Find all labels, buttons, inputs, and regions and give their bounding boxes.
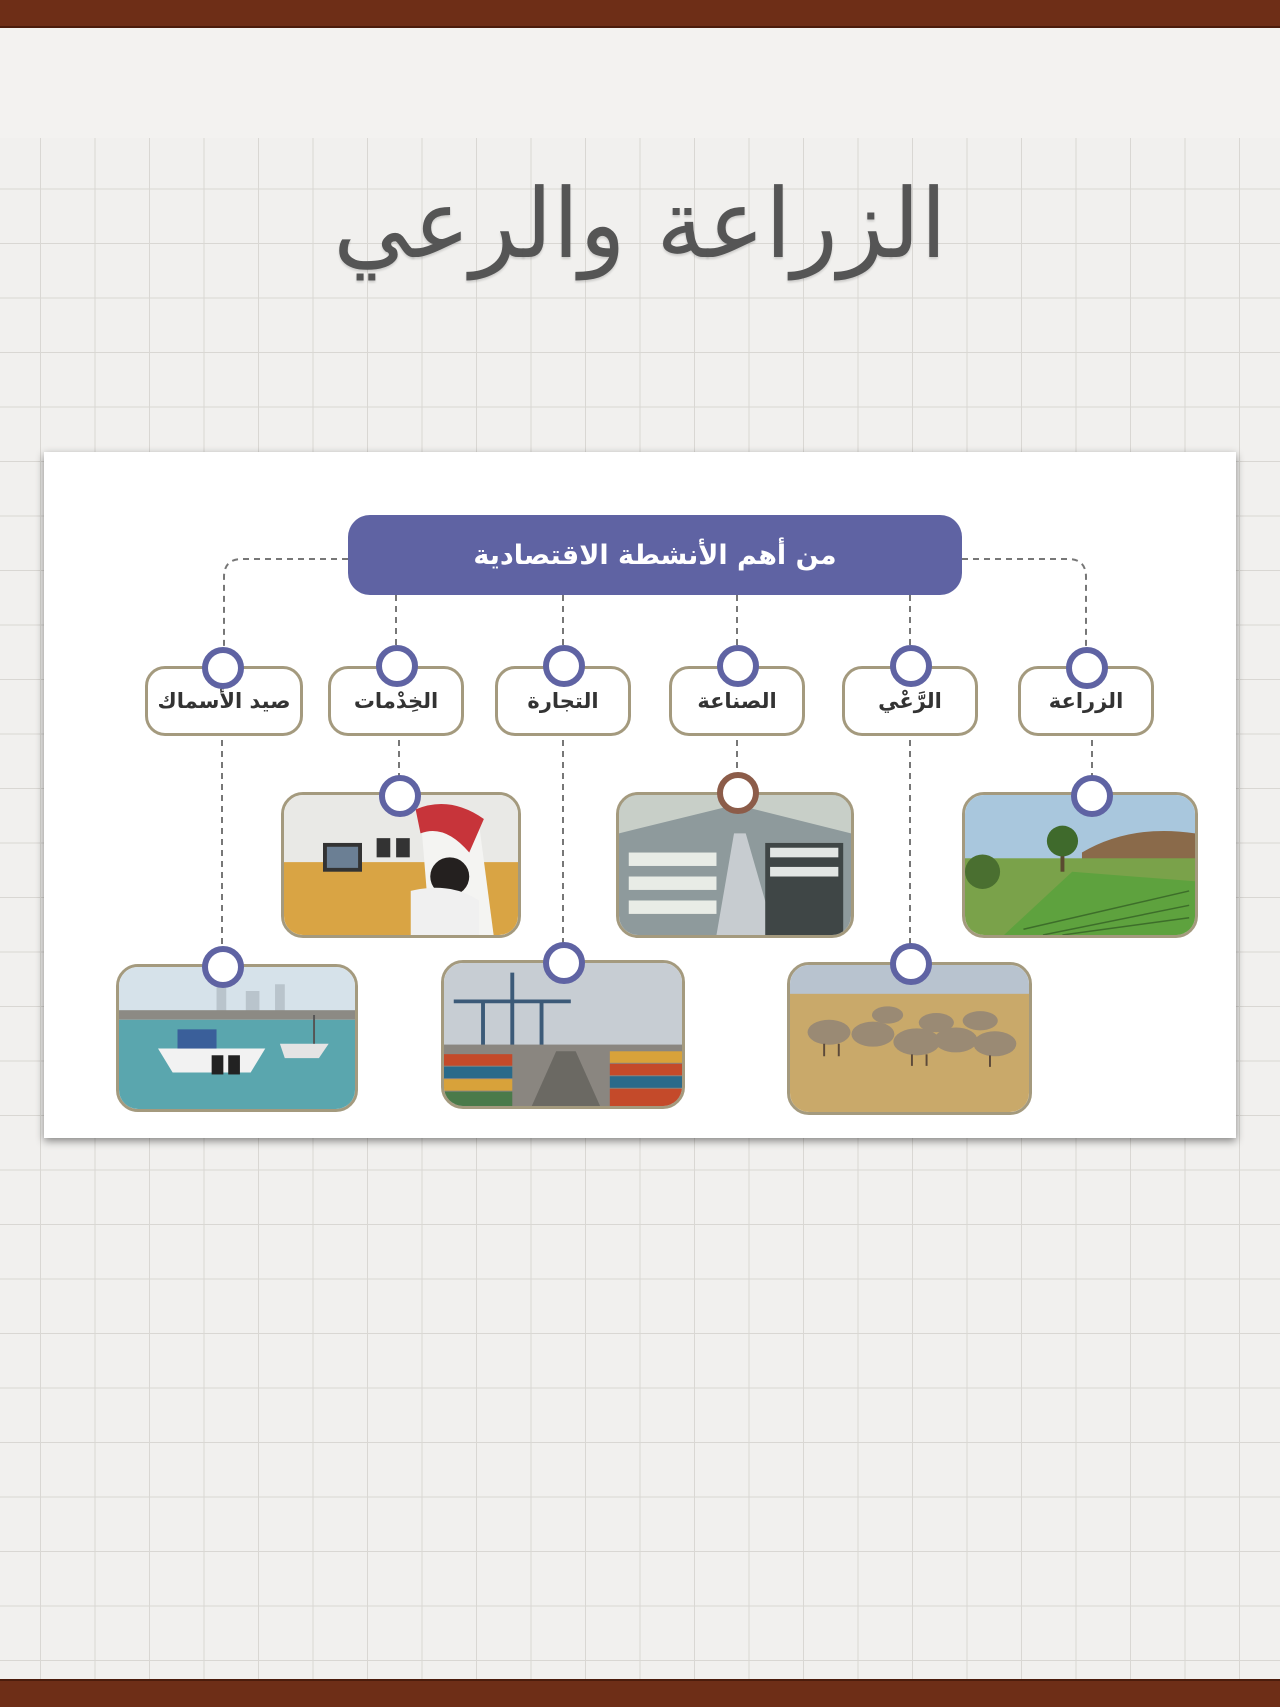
slide-title: الزراعة والرعي bbox=[333, 168, 947, 280]
root-node: من أهم الأنشطة الاقتصادية bbox=[348, 515, 962, 595]
node-dot-services-photo bbox=[379, 775, 421, 817]
node-dot-agriculture-photo bbox=[1071, 775, 1113, 817]
node-dot-industry bbox=[717, 645, 759, 687]
node-dot-industry-photo bbox=[717, 772, 759, 814]
connector-fishing bbox=[224, 559, 348, 662]
paper-header-strip bbox=[0, 28, 1280, 138]
top-frame-bar bbox=[0, 0, 1280, 28]
label-services: الخِدْمات bbox=[328, 666, 464, 736]
node-dot-trade bbox=[543, 645, 585, 687]
node-dot-trade-photo bbox=[543, 942, 585, 984]
photo-fishing bbox=[116, 964, 358, 1112]
node-dot-services bbox=[376, 645, 418, 687]
diagram-panel bbox=[44, 452, 1236, 1138]
node-dot-grazing-photo bbox=[890, 943, 932, 985]
label-fishing: صيد الأسماك bbox=[145, 666, 303, 736]
photo-agriculture bbox=[962, 792, 1198, 938]
bottom-frame-bar bbox=[0, 1679, 1280, 1707]
node-dot-grazing bbox=[890, 645, 932, 687]
node-dot-fishing bbox=[202, 647, 244, 689]
connector-agriculture bbox=[962, 559, 1086, 662]
node-dot-fishing-photo bbox=[202, 946, 244, 988]
label-industry: الصناعة bbox=[669, 666, 805, 736]
label-trade: التجارة bbox=[495, 666, 631, 736]
label-agriculture: الزراعة bbox=[1018, 666, 1154, 736]
node-dot-agriculture bbox=[1066, 647, 1108, 689]
label-grazing: الرَّعْي bbox=[842, 666, 978, 736]
